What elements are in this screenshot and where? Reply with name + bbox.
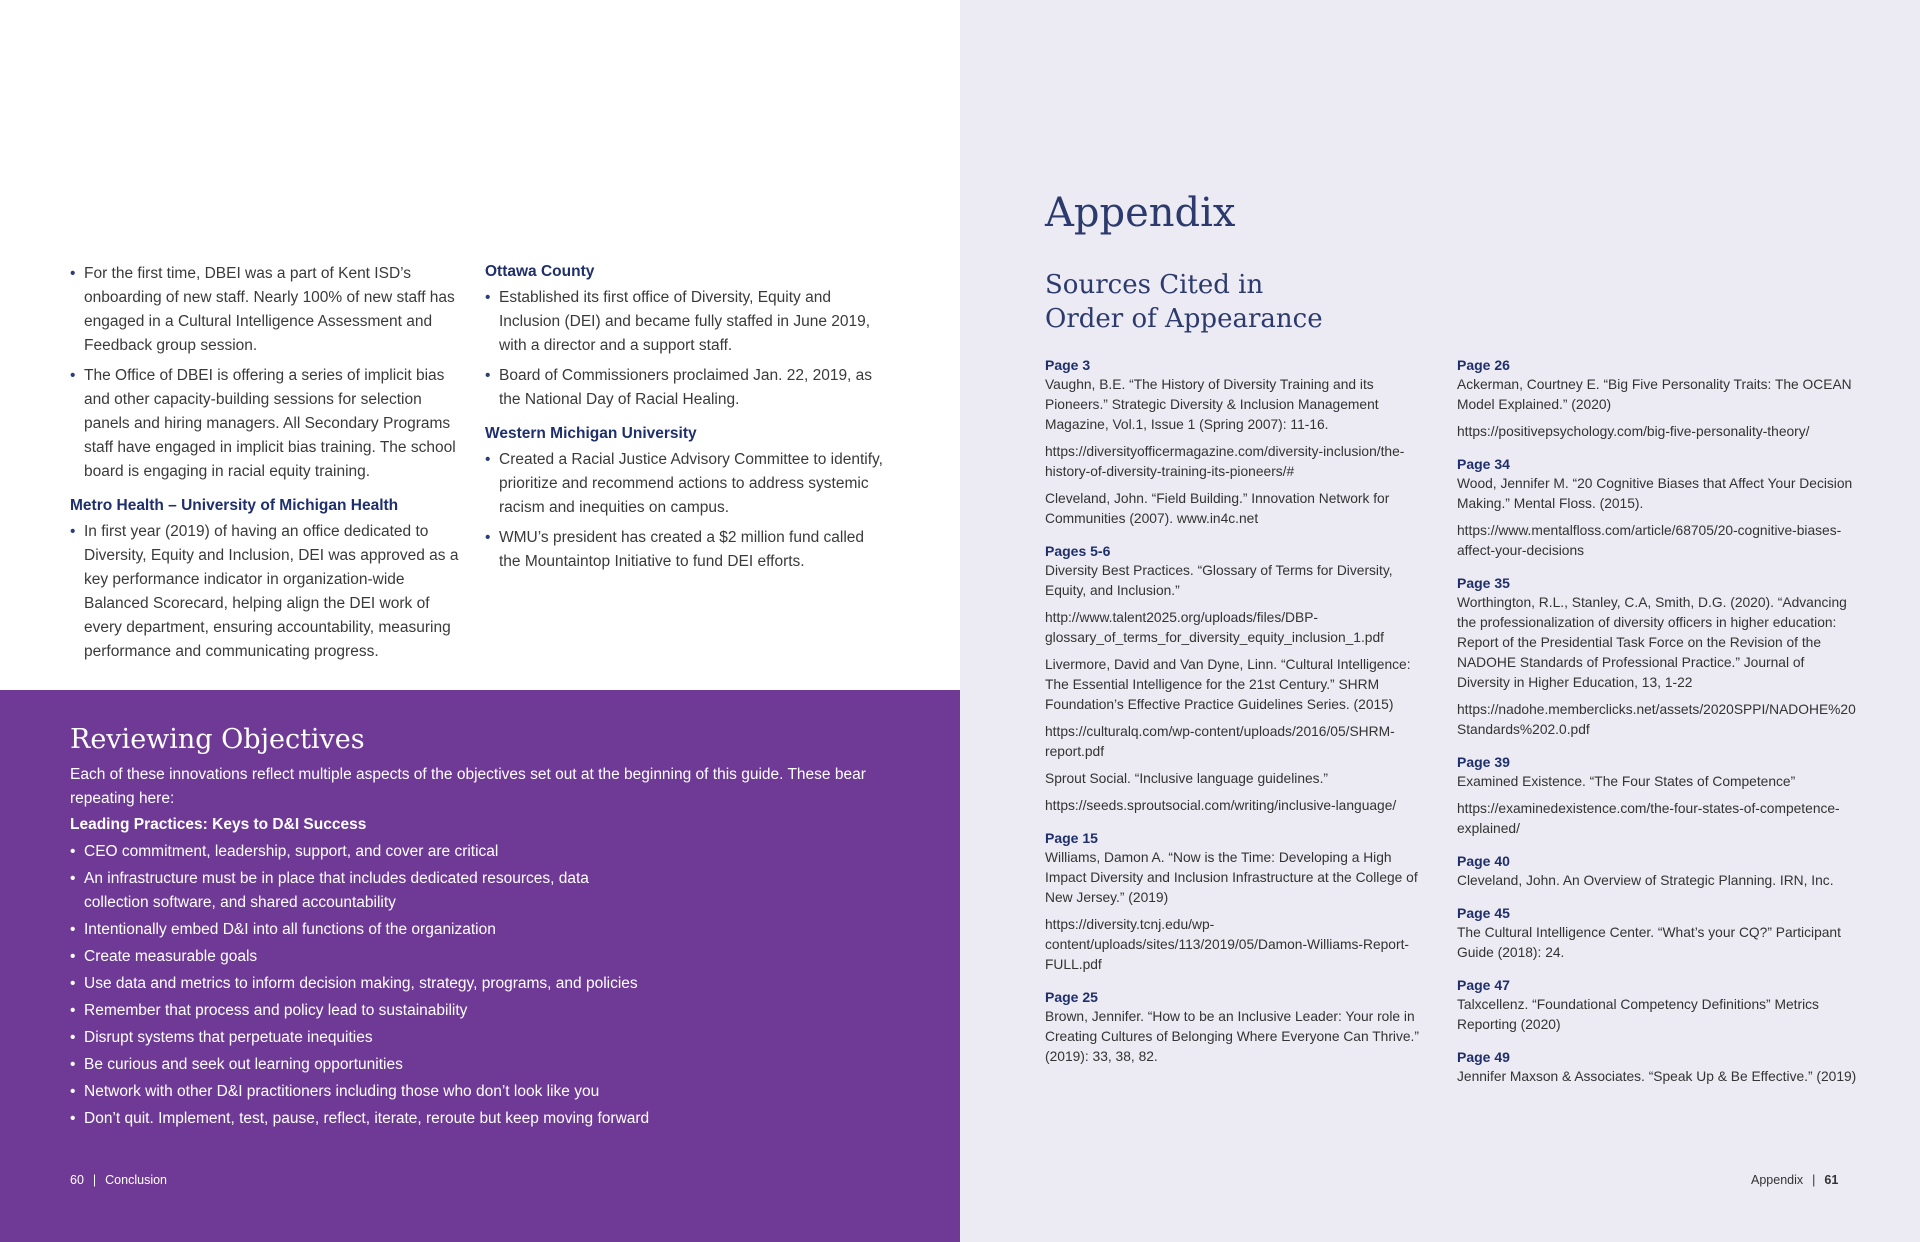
source-link[interactable]: https://seeds.sproutsocial.com/writing/inclusive-language/ bbox=[1045, 798, 1397, 813]
list-item: • Remember that process and policy lead to sustainability bbox=[70, 999, 890, 1023]
source-page-label: Page 34 bbox=[1457, 456, 1510, 472]
sources-title bbox=[1045, 268, 1425, 336]
ottawa-county-heading: Ottawa County bbox=[485, 263, 595, 280]
page-number: 61 bbox=[1824, 1173, 1839, 1187]
footer-separator: | bbox=[1812, 1173, 1816, 1187]
left-column-2 bbox=[485, 250, 885, 580]
wmu-bullet-list bbox=[485, 448, 885, 574]
source-entry: Vaughn, B.E. “The History of Diversity Training and its Pioneers.” Strategic Diversity & Inclusion Management Magazine, Vol.1, Issue 1 (Spring 2007): 11-16. bbox=[1045, 377, 1379, 432]
source-entry: Examined Existence. “The Four States of Competence” bbox=[1457, 774, 1796, 789]
source-page-label: Page 35 bbox=[1457, 575, 1510, 591]
source-page-label: Page 49 bbox=[1457, 1049, 1510, 1065]
wmu-heading: Western Michigan University bbox=[485, 425, 697, 442]
page-footer-right bbox=[1751, 1173, 1838, 1187]
source-entry: Wood, Jennifer M. “20 Cognitive Biases that Affect Your Decision Making.” Mental Floss. (2015). bbox=[1457, 476, 1853, 511]
source-entry: Sprout Social. “Inclusive language guidelines.” bbox=[1045, 771, 1329, 786]
list-item: • The Office of DBEI is offering a series of implicit bias and other capacity-building sessions for selection panels and hiring managers. All Secondary Programs staff have engaged in implicit bias training. The school board is engaging in racial equity training. bbox=[70, 364, 470, 484]
footer-separator: | bbox=[92, 1173, 97, 1187]
list-item: • Disrupt systems that perpetuate inequities bbox=[70, 1026, 890, 1050]
dbei-bullet-list bbox=[70, 262, 470, 484]
source-page-label: Page 39 bbox=[1457, 754, 1510, 770]
list-item: • CEO commitment, leadership, support, and cover are critical bbox=[70, 840, 890, 864]
source-page-label: Page 3 bbox=[1045, 357, 1091, 373]
left-column-1 bbox=[70, 262, 470, 670]
footer-section: Appendix bbox=[1751, 1173, 1804, 1187]
objectives-title: Reviewing Objectives bbox=[70, 724, 365, 755]
metro-health-heading: Metro Health – University of Michigan Health bbox=[70, 497, 399, 514]
source-link[interactable]: http://www.talent2025.org/uploads/files/DBP-glossary_of_terms_for_diversity_equity_inclusion_1.pdf bbox=[1045, 610, 1384, 645]
list-item: • Established its first office of Diversity, Equity and Inclusion (DEI) and became fully staffed in June 2019, with a director and a support staff. bbox=[485, 286, 885, 358]
list-item: • WMU’s president has created a $2 million fund called the Mountaintop Initiative to fund DEI efforts. bbox=[485, 526, 885, 574]
source-page-label: Page 26 bbox=[1457, 357, 1510, 373]
source-link[interactable]: https://positivepsychology.com/big-five-personality-theory/ bbox=[1457, 424, 1810, 439]
source-page-label: Page 25 bbox=[1045, 989, 1098, 1005]
source-link[interactable]: https://examinedexistence.com/the-four-states-of-competence-explained/ bbox=[1457, 801, 1840, 836]
source-entry: Diversity Best Practices. “Glossary of Terms for Diversity, Equity, and Inclusion.” bbox=[1045, 563, 1393, 598]
source-page-label: Page 45 bbox=[1457, 905, 1510, 921]
source-link[interactable]: https://diversity.tcnj.edu/wp-content/uploads/sites/113/2019/05/Damon-Williams-Report-FULL.pdf bbox=[1045, 917, 1410, 972]
source-entry: Cleveland, John. An Overview of Strategic Planning. IRN, Inc. bbox=[1457, 873, 1834, 888]
sources-title-line: Order of Appearance bbox=[1045, 304, 1323, 334]
page-number: 60 bbox=[70, 1173, 84, 1187]
leading-practices-heading: Leading Practices: Keys to D&I Success bbox=[70, 816, 367, 833]
source-entry: Williams, Damon A. “Now is the Time: Developing a High Impact Diversity and Inclusion Infrastructure at the College of New Jersey.” (2019) bbox=[1045, 850, 1418, 905]
source-page-label: Page 15 bbox=[1045, 830, 1098, 846]
list-item: • For the first time, DBEI was a part of Kent ISD’s onboarding of new staff. Nearly 100% of new staff has engaged in a Cultural Intelligence Assessment and Feedback group session. bbox=[70, 262, 470, 358]
source-entry: Cleveland, John. “Field Building.” Innovation Network for Communities (2007). www.in4c.net bbox=[1045, 491, 1390, 526]
list-item: • Created a Racial Justice Advisory Committee to identify, prioritize and recommend actions to address systemic racism and inequities on campus. bbox=[485, 448, 885, 520]
page-footer-left bbox=[70, 1173, 167, 1187]
source-entry: Worthington, R.L., Stanley, C.A, Smith, D.G. (2020). “Advancing the professionalization of diversity officers in higher education: Report of the Presidential Task Force on the Revision of the NADOHE Standards of Professional Practice.” Journal of Diversity in Higher Education, 13, 1-22 bbox=[1457, 595, 1847, 690]
list-item: • Board of Commissioners proclaimed Jan. 22, 2019, as the National Day of Racial Healing. bbox=[485, 364, 885, 412]
source-link[interactable]: https://www.mentalfloss.com/article/68705/20-cognitive-biases-affect-your-decisions bbox=[1457, 523, 1842, 558]
source-link[interactable]: https://culturalq.com/wp-content/uploads/2016/05/SHRM-report.pdf bbox=[1045, 724, 1395, 759]
list-item: • Be curious and seek out learning opportunities bbox=[70, 1053, 890, 1077]
source-entry: Ackerman, Courtney E. “Big Five Personality Traits: The OCEAN Model Explained.” (2020) bbox=[1457, 377, 1852, 412]
source-entry: The Cultural Intelligence Center. “What’s your CQ?” Participant Guide (2018): 24. bbox=[1457, 925, 1841, 960]
list-item: • In first year (2019) of having an office dedicated to Diversity, Equity and Inclusion, DEI was approved as a key performance indicator in organization-wide Balanced Scorecard, helping align the DEI work of every department, ensuring accountability, measuring performance and communicating progress. bbox=[70, 520, 470, 664]
list-item: • An infrastructure must be in place that includes dedicated resources, data collection software, and shared accountability bbox=[70, 867, 594, 914]
list-item: • Don’t quit. Implement, test, pause, reflect, iterate, reroute but keep moving forward bbox=[70, 1107, 890, 1131]
ottawa-bullet-list bbox=[485, 286, 885, 412]
sources-title-line: Sources Cited in bbox=[1045, 270, 1264, 300]
reviewing-objectives-panel bbox=[0, 690, 960, 1242]
source-page-label: Page 47 bbox=[1457, 977, 1510, 993]
source-entry: Talxcellenz. “Foundational Competency Definitions” Metrics Reporting (2020) bbox=[1457, 997, 1819, 1032]
source-entry: Jennifer Maxson & Associates. “Speak Up & Be Effective.” (2019) bbox=[1457, 1069, 1857, 1084]
sources-column-2 bbox=[1457, 355, 1857, 1094]
objectives-intro: Each of these innovations reflect multiple aspects of the objectives set out at the beginning of this guide. These bear repeating here: bbox=[70, 766, 866, 807]
leading-practices-list bbox=[70, 840, 890, 1134]
metro-health-bullet-list bbox=[70, 520, 470, 664]
source-page-label: Pages 5-6 bbox=[1045, 543, 1111, 559]
footer-section: Conclusion bbox=[105, 1173, 167, 1187]
sources-column-1 bbox=[1045, 355, 1435, 1074]
source-page-label: Page 40 bbox=[1457, 853, 1510, 869]
list-item: • Create measurable goals bbox=[70, 945, 890, 969]
list-item: • Network with other D&I practitioners including those who don’t look like you bbox=[70, 1080, 890, 1104]
source-entry: Livermore, David and Van Dyne, Linn. “Cultural Intelligence: The Essential Intelligence for the 21st Century.” SHRM Foundation’s Effective Practice Guidelines Series. (2015) bbox=[1045, 657, 1411, 712]
appendix-title: Appendix bbox=[1045, 190, 1236, 236]
source-link[interactable]: https://diversityofficermagazine.com/diversity-inclusion/the-history-of-diversity-training-its-pioneers/# bbox=[1045, 444, 1405, 479]
source-link[interactable]: https://nadohe.memberclicks.net/assets/2020SPPI/NADOHE%20Standards%202.0.pdf bbox=[1457, 702, 1856, 737]
list-item: • Intentionally embed D&I into all functions of the organization bbox=[70, 918, 890, 942]
source-entry: Brown, Jennifer. “How to be an Inclusive Leader: Your role in Creating Cultures of Belonging Where Everyone Can Thrive.” (2019): 33, 38, 82. bbox=[1045, 1009, 1419, 1064]
list-item: • Use data and metrics to inform decision making, strategy, programs, and policies bbox=[70, 972, 890, 996]
